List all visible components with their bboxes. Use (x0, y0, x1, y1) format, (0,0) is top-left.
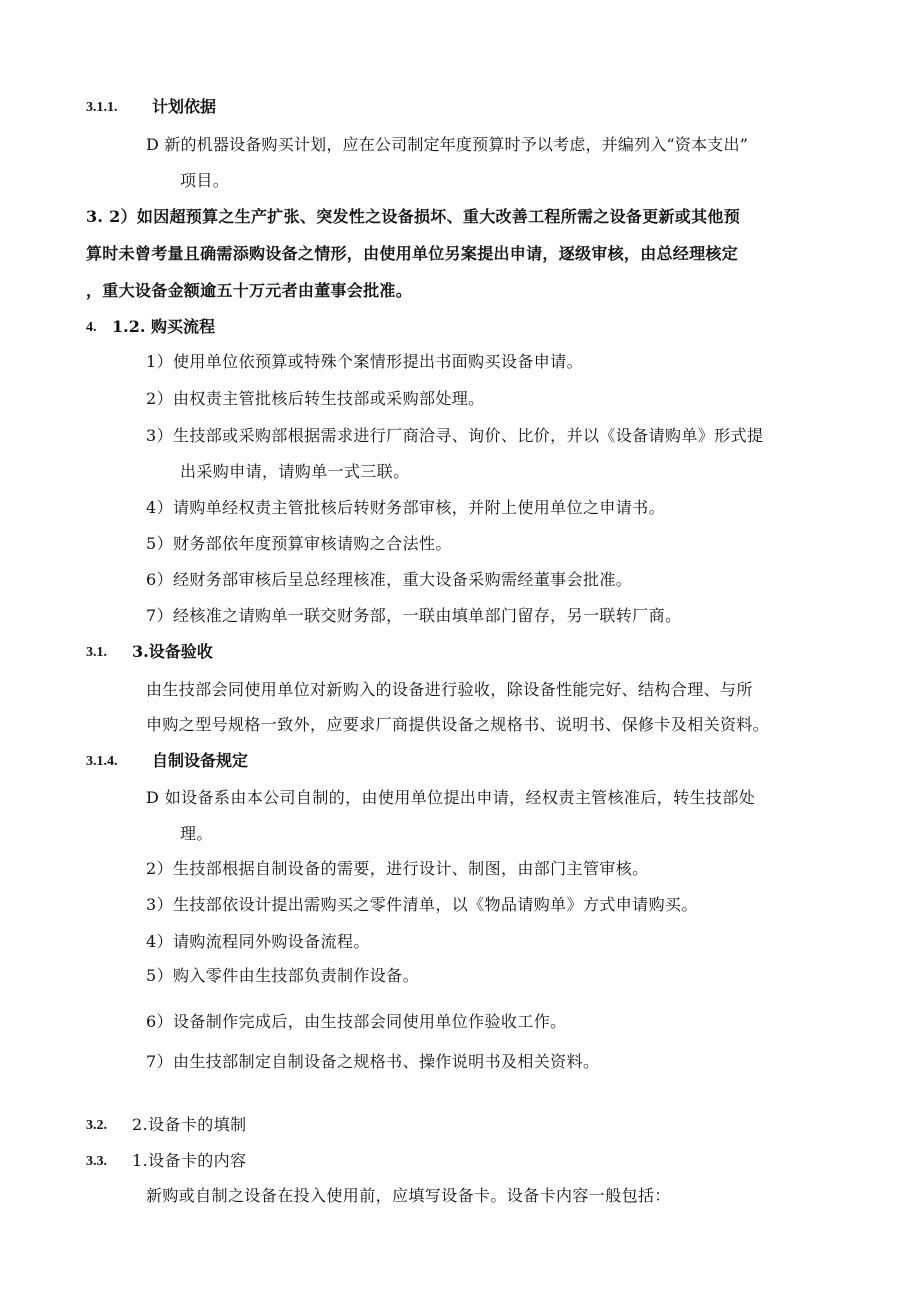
list-item: 7）经核准之请购单一联交财务部，一联由填单部门留存，另一联转厂商。 (146, 606, 682, 625)
paragraph-line: 新购或自制之设备在投入使用前，应填写设备卡。设备卡内容一般包括： (146, 1186, 671, 1205)
section-title: 计划依据 (152, 97, 217, 116)
list-item: 2）生技部根据自制设备的需要，进行设计、制图，由部门主管审核。 (146, 859, 649, 878)
paragraph-line: D 新的机器设备购买计划，应在公司制定年度预算时予以考虑，并编列入“资本支出” (146, 135, 749, 154)
paragraph-line: 项目。 (180, 171, 230, 190)
paragraph-line: 3. 2）如因超预算之生产扩张、突发性之设备损坏、重大改善工程所需之设备更新或其他预 (86, 207, 741, 226)
section-number: 3.1. (86, 645, 107, 660)
section-number: 4. (86, 320, 97, 335)
section-title: 1.2. 购买流程 (112, 317, 215, 336)
section-title: 2.设备卡的填制 (132, 1115, 247, 1134)
list-item: 6）设备制作完成后，由生技部会同使用单位作验收工作。 (146, 1012, 567, 1031)
list-item: 2）由权责主管批核后转生技部或采购部处理。 (146, 389, 485, 408)
paragraph-line: 算时未曾考量且确需添购设备之情形，由使用单位另案提出申请，逐级审核，由总经理核定 (86, 244, 739, 263)
section-number: 3.1.4. (86, 754, 118, 769)
list-item: 3）生技部依设计提出需购买之零件清单，以《物品请购单》方式申请购买。 (146, 895, 698, 914)
list-item: D 如设备系由本公司自制的，由使用单位提出申请，经权责主管核准后，转生技部处 (146, 788, 756, 807)
list-item: 3）生技部或采购部根据需求进行厂商洽寻、询价、比价，并以《设备请购单》形式提 (146, 426, 764, 445)
list-item: 7）由生技部制定自制设备之规格书、操作说明书及相关资料。 (146, 1052, 600, 1071)
list-item: 4）请购流程同外购设备流程。 (146, 932, 370, 951)
list-item: 5）财务部依年度预算审核请购之合法性。 (146, 534, 452, 553)
list-item: 4）请购单经权责主管批核后转财务部审核，并附上使用单位之申请书。 (146, 498, 665, 517)
paragraph-line: ，重大设备金额逾五十万元者由董事会批准。 (86, 281, 413, 300)
list-item: 5）购入零件由生技部负责制作设备。 (146, 966, 419, 985)
section-title: 1.设备卡的内容 (132, 1151, 247, 1170)
paragraph-line: 申购之型号规格一致外，应要求厂商提供设备之规格书、说明书、保修卡及相关资料。 (146, 715, 770, 734)
section-title: 3.设备验收 (132, 642, 213, 661)
list-item: 理。 (180, 824, 213, 843)
paragraph-line: 由生技部会同使用单位对新购入的设备进行验收，除设备性能完好、结构合理、与所 (146, 680, 753, 699)
list-item: 出采购申请，请购单一式三联。 (180, 462, 410, 481)
section-number: 3.3. (86, 1154, 107, 1169)
list-item: 1）使用单位依预算或特殊个案情形提出书面购买设备申请。 (146, 352, 583, 371)
section-number: 3.2. (86, 1118, 107, 1133)
section-title: 自制设备规定 (152, 751, 249, 770)
section-number: 3.1.1. (86, 100, 118, 115)
list-item: 6）经财务部审核后呈总经理核准，重大设备采购需经董事会批准。 (146, 570, 633, 589)
